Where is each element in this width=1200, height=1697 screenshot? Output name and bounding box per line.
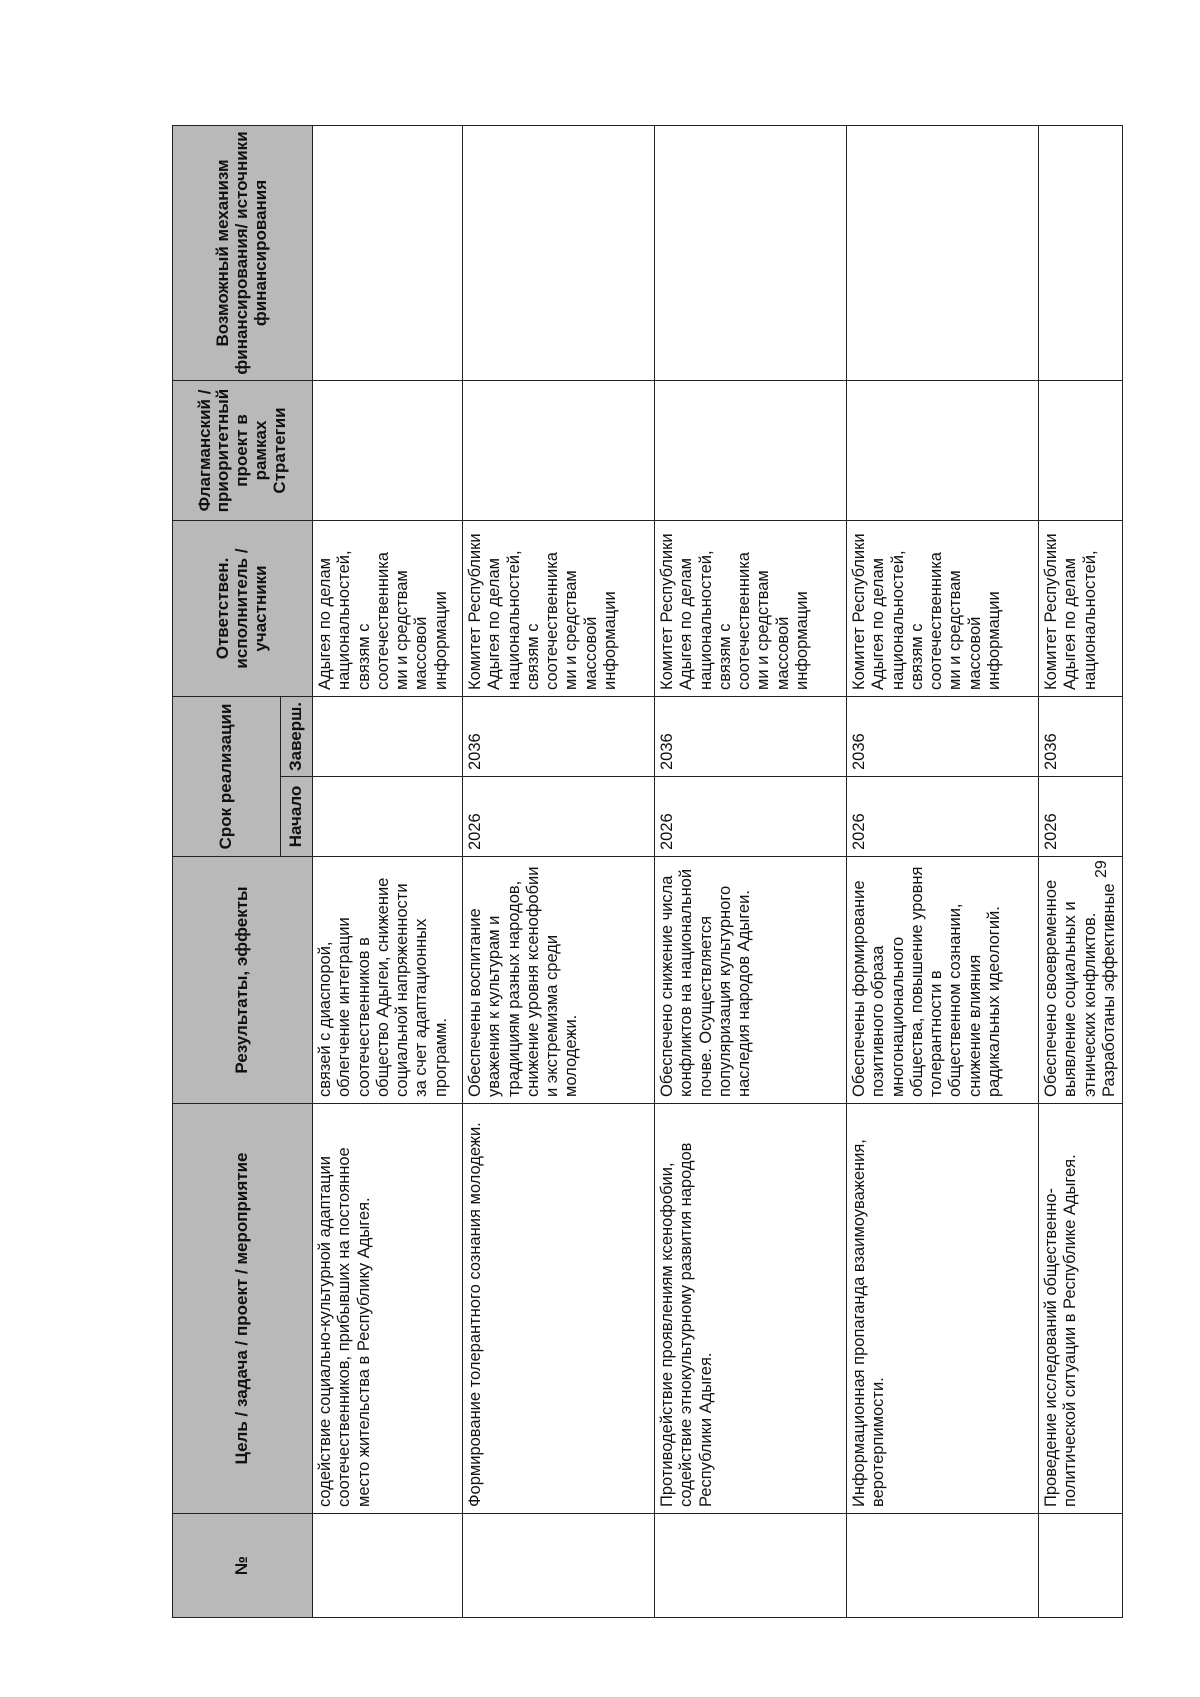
page-number: 29 <box>1093 860 1110 878</box>
end-cell: 2036 <box>1039 696 1123 776</box>
flagship-cell <box>463 380 655 520</box>
header-goal: Цель / задача / проект / мероприятие <box>173 1104 313 1514</box>
results-cell: связей с диаспорой, облегчение интеграции соотечественников в общество Адыгеи, снижение социальной напряженности за счет адаптационных программ. <box>313 857 463 1104</box>
start-cell: 2026 <box>1039 777 1123 857</box>
strategy-table <box>172 125 1123 1618</box>
results-cell: Обеспечено снижение числа конфликтов на национальной почве. Осуществляется популяризация культурного наследия народов Адыгеи. <box>655 857 847 1104</box>
header-period: Срок реализации <box>173 696 281 856</box>
responsible-cell: Комитет Республики Адыгея по делам национальностей, <box>1039 520 1123 696</box>
start-cell: 2026 <box>655 777 847 857</box>
flagship-cell <box>1039 380 1123 520</box>
header-flagship: Флагманский / приоритетный проект в рамках Стратегии <box>173 380 313 520</box>
header-responsible: Ответствен. исполнитель / участники <box>173 520 313 696</box>
header-start: Начало <box>281 777 313 857</box>
financing-cell <box>1039 125 1123 380</box>
table-row <box>847 125 1039 1617</box>
row-num-cell <box>847 1514 1039 1618</box>
results-cell: Обеспечено своевременное выявление социальных и этнических конфликтов. Разработаны эффективные <box>1039 857 1123 1104</box>
start-cell: 2026 <box>847 777 1039 857</box>
responsible-cell: Комитет Республики Адыгея по делам национальностей, связям с соотечественника ми и средствам массовой информации <box>463 520 655 696</box>
responsible-cell: Комитет Республики Адыгея по делам национальностей, связям с соотечественника ми и средствам массовой информации <box>847 520 1039 696</box>
financing-cell <box>313 125 463 380</box>
results-cell: Обеспечены формирование позитивного образа многонационального общества, повышение уровня толерантности в общественном сознании, снижение влияния радикальных идеологий. <box>847 857 1039 1104</box>
table-row <box>463 125 655 1617</box>
flagship-cell <box>313 380 463 520</box>
table-row <box>655 125 847 1617</box>
start-cell: 2026 <box>463 777 655 857</box>
responsible-cell: Адыгея по делам национальностей, связям с соотечественника ми и средствам массовой информации <box>313 520 463 696</box>
row-num-cell <box>463 1514 655 1618</box>
financing-cell <box>463 125 655 380</box>
end-cell: 2036 <box>463 696 655 776</box>
financing-cell <box>655 125 847 380</box>
end-cell: 2036 <box>655 696 847 776</box>
responsible-cell: Комитет Республики Адыгея по делам национальностей, связям с соотечественника ми и средствам массовой информации <box>655 520 847 696</box>
header-num: № <box>173 1514 313 1618</box>
start-cell <box>313 777 463 857</box>
goal-cell: Информационная пропаганда взаимоуважения, веротерпимости. <box>847 1104 1039 1514</box>
header-end: Заверш. <box>281 696 313 776</box>
goal-cell: содействие социально-культурной адаптации соотечественников, прибывших на постоянное место жительства в Республику Адыгея. <box>313 1104 463 1514</box>
end-cell <box>313 696 463 776</box>
flagship-cell <box>847 380 1039 520</box>
financing-cell <box>847 125 1039 380</box>
goal-cell: Противодействие проявлениям ксенофобии, содействие этнокультурному развития народов Республики Адыгея. <box>655 1104 847 1514</box>
end-cell: 2036 <box>847 696 1039 776</box>
row-num-cell <box>1039 1514 1123 1618</box>
flagship-cell <box>655 380 847 520</box>
header-results: Результаты, эффекты <box>173 857 313 1104</box>
row-num-cell <box>655 1514 847 1618</box>
row-num-cell <box>313 1514 463 1618</box>
results-cell: Обеспечены воспитание уважения к культурам и традициям разных народов, снижение уровня ксенофобии и экстремизма среди молодежи. <box>463 857 655 1104</box>
goal-cell: Формирование толерантного сознания молодежи. <box>463 1104 655 1514</box>
header-financing: Возможный механизм финансирования/ источники финансирования <box>173 125 313 380</box>
table-row <box>313 125 463 1617</box>
goal-cell: Проведение исследований общественно-политической ситуации в Республике Адыгея. <box>1039 1104 1123 1514</box>
